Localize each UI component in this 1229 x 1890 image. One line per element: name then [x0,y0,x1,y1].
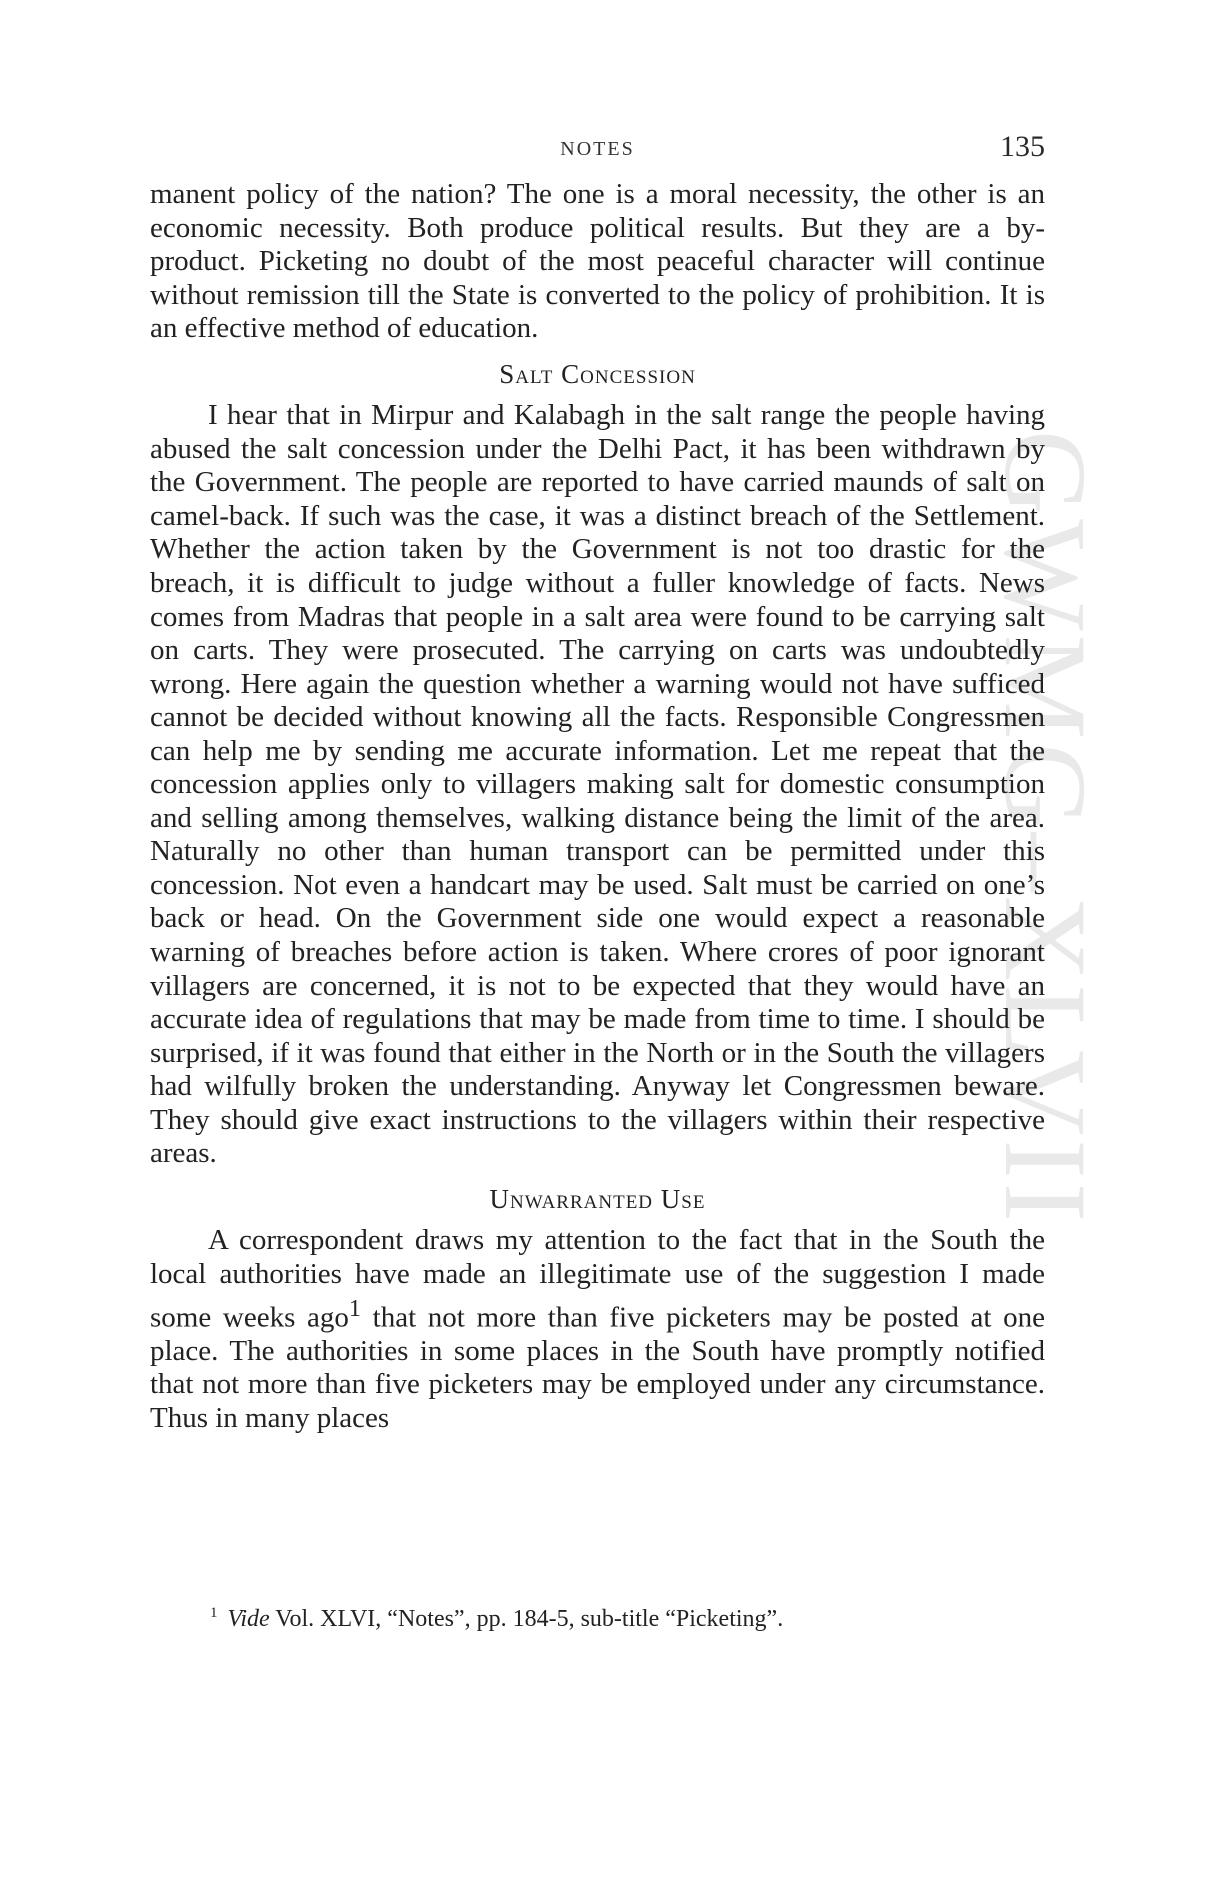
section-heading-unwarranted-use: Unwarranted Use [489,1183,706,1214]
paragraph-text-part-2: that not more than five picketers may be posted at one place. The authorities in some places in the South have promptly notified that not more than five picketers may be employed under any circumstance. Thus in many places [150,1301,1045,1434]
footnote-text: Vol. XLVI, “Notes”, pp. 184-5, sub-title “Picketing”. [269,1606,784,1632]
page-header [150,128,1045,168]
watermark-text: GWMG–XLVII [980,430,1111,1226]
footnote-vide: Vide [227,1606,270,1632]
running-head: NOTES [560,138,635,160]
footnote-marker: 1 [210,1605,218,1621]
footnote-reference: 1 [348,1294,361,1322]
page-body [150,178,1045,1435]
section-heading-salt-concession: Salt Concession [499,358,696,389]
page-number: 135 [1000,130,1045,163]
paragraph-salt-concession: I hear that in Mirpur and Kalabagh in the salt range the people having abused the salt concession under the Delhi Pact, it has been withdrawn by the Government. The people are reported to have carried maunds of salt on camel-back. If such was the case, it was a distinct breach of the Settlement. Whether the action taken by the Government is not too drastic for the breach, it is difficult to judge without a fuller knowledge of facts. News comes from Madras that people in a salt area were found to be carrying salt on carts. They were prosecuted. The carrying on carts was undoubtedly wrong. Here again the question whether a warning would not have sufficed cannot be decided without knowing all the facts. Responsible Congressmen can help me by sending me accurate information. Let me repeat that the concession applies only to villagers making salt for domestic consumption and selling among themselves, walking distance being the limit of the area. Naturally no other than human transport can be permitted under this concession. Not even a handcart may be used. Salt must be carried on one’s back or head. On the Government side one would expect a reasonable warning of breaches before action is taken. Where crores of poor ignorant villagers are concerned, it is not to be expected that they would have an accurate idea of regulations that may be made from time to time. I should be surprised, if it was found that either in the North or in the South the villagers had wilfully broken the understanding. Anyway let Congressmen beware. They should give exact instructions to the villagers within their respective areas. [150,399,1045,1170]
footnote [150,1598,1045,1634]
paragraph-intro: manent policy of the nation? The one is a moral necessity, the other is an economic necessity. Both produce political results. But they are a by-product. Picketing no doubt of the most peaceful character will continue without remission till the State is converted to the policy of prohibition. It is an effective method of education. [150,178,1045,345]
paragraph-text-part-1: A correspondent draws my attention to the fact that in the South the local authorities have made an illegitimate use of the suggestion I made some weeks ago [150,1224,1045,1334]
paragraph-unwarranted-use [150,1224,1045,1435]
